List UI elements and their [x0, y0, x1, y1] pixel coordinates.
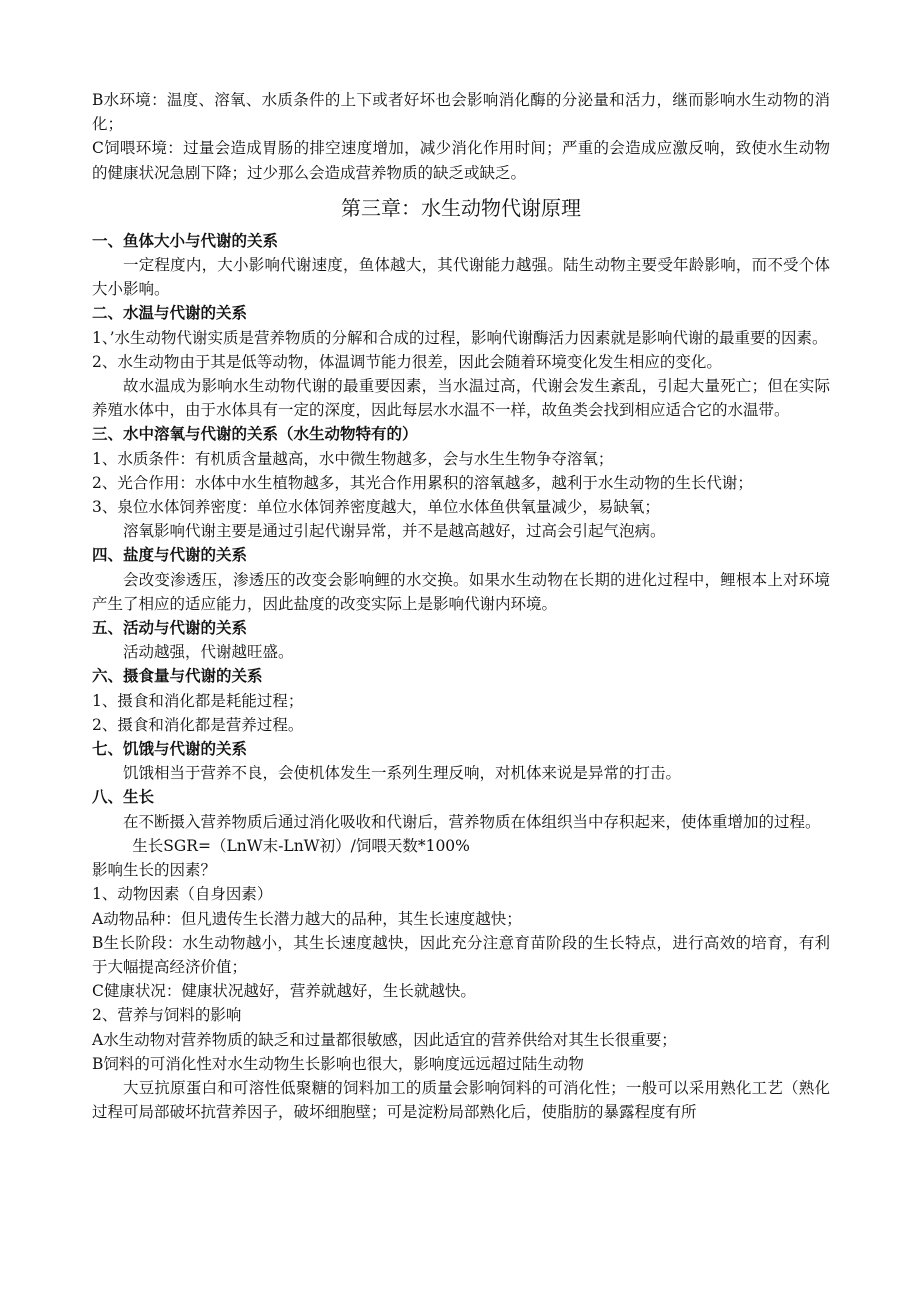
paragraph: 大豆抗原蛋白和可溶性低聚糖的饲料加工的质量会影响饲料的可消化性；一般可以采用熟化工艺（熟化过程可局部破坏抗营养因子，破坏细胞壁；可是淀粉局部熟化后，使脂肪的暴露程度有所 — [92, 1078, 830, 1122]
section-heading-1: 一、鱼体大小与代谢的关系 — [92, 231, 279, 250]
paragraph: A动物品种：但凡遗传生长潜力越大的品种，其生长速度越快； — [92, 909, 522, 928]
paragraph: 1、’水生动物代谢实质是营养物质的分解和合成的过程，影响代谢酶活力因素就是影响代谢的最重要的因素。 — [92, 328, 828, 347]
section-heading-6: 六、摄食量与代谢的关系 — [92, 667, 263, 686]
paragraph: 在不断摄入营养物质后通过消化吸收和代谢后，营养物质在体组织当中存积起来，使体重增加的过程。 — [123, 812, 821, 831]
paragraph: 3、泉位水体饲养密度：单位水体饲养密度越大，单位水体鱼供氧量减少，易缺氧； — [92, 498, 660, 517]
section-heading-8: 八、生长 — [92, 788, 155, 807]
chapter-title: 第三章：水生动物代谢原理 — [341, 195, 581, 220]
paragraph: 影响生长的因素？ — [92, 861, 217, 880]
section-heading-7: 七、饥饿与代谢的关系 — [92, 740, 248, 759]
paragraph: 1、动物因素（自身因素） — [92, 885, 273, 904]
section-heading-4: 四、盐度与代谢的关系 — [92, 546, 248, 565]
section-heading-2: 二、水温与代谢的关系 — [92, 304, 248, 323]
paragraph: B饲料的可消化性对水生动物生长影响也很大，影响度远远超过陆生动物 — [92, 1054, 584, 1073]
document-page — [92, 88, 830, 1124]
section-heading-3: 三、水中溶氧与代谢的关系（水生动物特有的） — [92, 425, 418, 444]
paragraph: 饥饿相当于营养不良，会使机体发生一系列生理反响，对机体来说是异常的打击。 — [123, 764, 682, 783]
section-heading-5: 五、活动与代谢的关系 — [92, 619, 248, 638]
paragraph: 1、摄食和消化都是耗能过程； — [92, 691, 304, 710]
paragraph: 2、光合作用：水体中水生植物越多，其光合作用累积的溶氧越多，越利于水生动物的生长代谢； — [92, 473, 753, 492]
paragraph: 2、营养与饲料的影响 — [92, 1006, 242, 1025]
paragraph-water-environment: B水环境：温度、溶氧、水质条件的上下或者好坏也会影响消化酶的分泌量和活力，继而影响水生动物的消化； — [92, 91, 830, 134]
paragraph: A水生动物对营养物质的缺乏和过量都很敏感，因此适宜的营养供给对其生长很重要； — [92, 1030, 677, 1049]
paragraph: B生长阶段：水生动物越小，其生长速度越快，因此充分注意育苗阶段的生长特点，进行高效的培育，有利于大幅提高经济价值； — [92, 933, 830, 976]
paragraph: 溶氧影响代谢主要是通过引起代谢异常，并不是越高越好，过高会引起气泡病。 — [123, 522, 666, 541]
paragraph: 活动越强，代谢越旺盛。 — [123, 643, 294, 662]
growth-formula: 生长SGR=（LnW末-LnW初）/饲喂天数*100% — [132, 836, 470, 855]
paragraph: 会改变渗透压，渗透压的改变会影响鲤的水交换。如果水生动物在长期的进化过程中，鲤根本上对环境产生了相应的适应能力，因此盐度的改变实际上是影响代谢内环境。 — [92, 570, 830, 613]
paragraph: 2、水生动物由于其是低等动物，体温调节能力很差，因此会随着环境变化发生相应的变化。 — [92, 352, 722, 371]
paragraph: 一定程度内，大小影响代谢速度，鱼体越大，其代谢能力越强。陆生动物主要受年龄影响，而不受个体大小影响。 — [92, 256, 830, 299]
paragraph-feeding-environment: C饲喂环境：过量会造成胃肠的排空速度增加，减少消化作用时间；严重的会造成应激反响，致使水生动物的健康状况急剧下降；过少那么会造成营养物质的缺乏或缺乏。 — [92, 139, 830, 182]
paragraph: 2、摄食和消化都是营养过程。 — [92, 715, 304, 734]
paragraph: 1、水质条件：有机质含量越高，水中微生物越多，会与水生生物争夺溶氧； — [92, 449, 614, 468]
paragraph: C健康状况：健康状况越好，营养就越好，生长就越快。 — [92, 982, 476, 1001]
paragraph: 故水温成为影响水生动物代谢的最重要因素，当水温过高，代谢会发生紊乱，引起大量死亡；但在实际养殖水体中，由于水体具有一定的深度，因此每层水水温不一样，故鱼类会找到相应适合它的水温带。 — [92, 377, 830, 420]
